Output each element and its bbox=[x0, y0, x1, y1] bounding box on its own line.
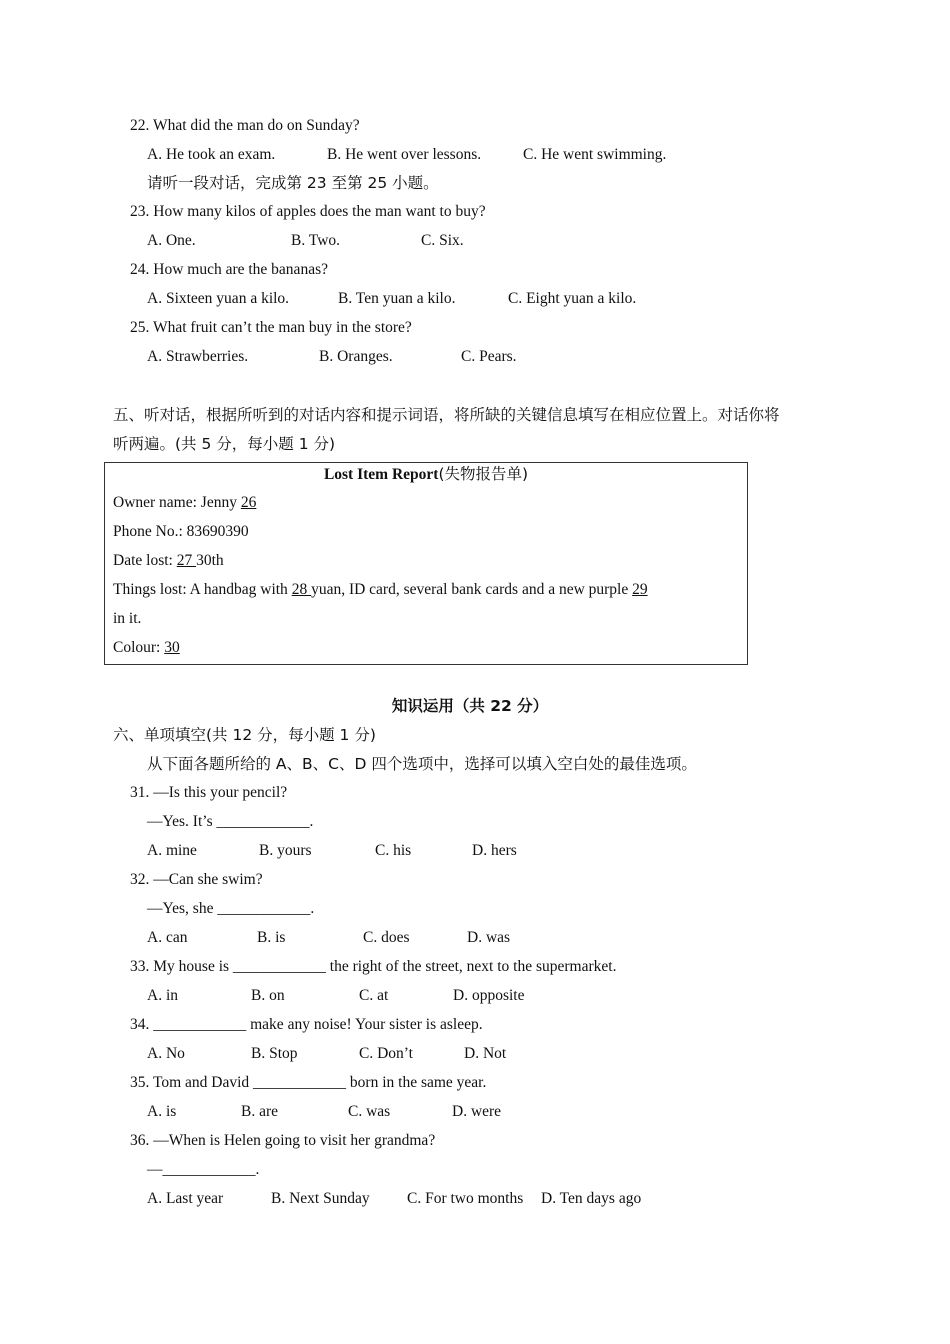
report-colour-row bbox=[113, 638, 180, 658]
q33-option-b: B. on bbox=[251, 987, 285, 1004]
q34-option-c: C. Don’t bbox=[359, 1045, 413, 1062]
q31-option-c: C. his bbox=[375, 842, 412, 859]
question-31-line1: 31. —Is this your pencil? bbox=[130, 784, 288, 801]
q32-option-b: B. is bbox=[257, 929, 286, 946]
q33-option-c: C. at bbox=[359, 987, 389, 1004]
blank-26: 26 bbox=[240, 494, 257, 511]
question-36-line1: 36. —When is Helen going to visit her grandma? bbox=[130, 1132, 436, 1149]
q34-option-b: B. Stop bbox=[251, 1045, 298, 1062]
section6-instruction: 从下面各题所给的 A、B、C、D 四个选项中，选择可以填入空白处的最佳选项。 bbox=[147, 755, 697, 773]
report-title-cn: (失物报告单) bbox=[438, 465, 529, 483]
blank-28: 28 bbox=[291, 581, 312, 598]
owner-label: Owner name: Jenny bbox=[113, 494, 241, 511]
date-label: Date lost: bbox=[113, 552, 177, 569]
q35-option-d: D. were bbox=[452, 1103, 502, 1120]
q24-option-c: C. Eight yuan a kilo. bbox=[508, 290, 637, 307]
report-title bbox=[0, 464, 852, 485]
report-date-row bbox=[113, 551, 224, 571]
q23-option-c: C. Six. bbox=[421, 232, 464, 249]
q33-option-a: A. in bbox=[147, 987, 178, 1004]
date-suffix: 30th bbox=[196, 552, 224, 569]
q31-option-d: D. hers bbox=[472, 842, 517, 859]
q22-option-b: B. He went over lessons. bbox=[327, 146, 482, 163]
question-32-line2: —Yes, she ____________. bbox=[147, 900, 315, 917]
q24-option-b: B. Ten yuan a kilo. bbox=[338, 290, 456, 307]
colour-label: Colour: bbox=[113, 639, 165, 656]
section5-heading-line1: 五、听对话，根据所听到的对话内容和提示词语，将所缺的关键信息填写在相应位置上。对话你将 bbox=[113, 406, 780, 424]
q36-option-d: D. Ten days ago bbox=[541, 1190, 642, 1207]
knowledge-title: 知识运用（共 22 分） bbox=[391, 697, 549, 715]
q31-option-b: B. yours bbox=[259, 842, 312, 859]
blank-29: 29 bbox=[632, 581, 648, 598]
instruction-23-25: 请听一段对话，完成第 23 至第 25 小题。 bbox=[147, 174, 439, 192]
q35-option-b: B. are bbox=[241, 1103, 279, 1120]
question-22-stem: 22. What did the man do on Sunday? bbox=[130, 117, 360, 134]
section5-heading-line2: 听两遍。(共 5 分，每小题 1 分) bbox=[113, 435, 336, 453]
q34-option-a: A. No bbox=[147, 1045, 185, 1062]
question-32-line1: 32. —Can she swim? bbox=[130, 871, 263, 888]
question-31-line2: —Yes. It’s ____________. bbox=[147, 813, 314, 830]
question-25-stem: 25. What fruit can’t the man buy in the store? bbox=[130, 319, 412, 336]
q22-option-a: A. He took an exam. bbox=[147, 146, 276, 163]
question-35-line1: 35. Tom and David ____________ born in the same year. bbox=[130, 1074, 487, 1091]
q33-option-d: D. opposite bbox=[453, 987, 525, 1004]
things-mid: yuan, ID card, several bank cards and a new purple bbox=[311, 581, 633, 598]
report-phone-row: Phone No.: 83690390 bbox=[113, 523, 249, 540]
things-label: Things lost: A handbag with bbox=[113, 581, 292, 598]
q23-option-a: A. One. bbox=[147, 232, 196, 249]
q31-option-a: A. mine bbox=[147, 842, 197, 859]
report-title-en: Lost Item Report bbox=[323, 466, 439, 483]
q36-option-a: A. Last year bbox=[147, 1190, 224, 1207]
section6-heading: 六、单项填空(共 12 分，每小题 1 分) bbox=[113, 726, 376, 744]
q32-option-d: D. was bbox=[467, 929, 511, 946]
q25-option-b: B. Oranges. bbox=[319, 348, 393, 365]
q25-option-a: A. Strawberries. bbox=[147, 348, 249, 365]
q35-option-c: C. was bbox=[348, 1103, 391, 1120]
report-things-end: in it. bbox=[113, 610, 142, 627]
question-24-stem: 24. How much are the bananas? bbox=[130, 261, 328, 278]
question-36-line2: —____________. bbox=[147, 1161, 260, 1178]
question-33-line1: 33. My house is ____________ the right of the street, next to the supermarket. bbox=[130, 958, 617, 975]
question-34-line1: 34. ____________ make any noise! Your sister is asleep. bbox=[130, 1016, 483, 1033]
q23-option-b: B. Two. bbox=[291, 232, 341, 249]
q36-option-c: C. For two months bbox=[407, 1190, 524, 1207]
q32-option-a: A. can bbox=[147, 929, 188, 946]
q25-option-c: C. Pears. bbox=[461, 348, 517, 365]
blank-27: 27 bbox=[176, 552, 197, 569]
report-things-row bbox=[113, 580, 648, 600]
q32-option-c: C. does bbox=[363, 929, 410, 946]
q34-option-d: D. Not bbox=[464, 1045, 507, 1062]
q36-option-b: B. Next Sunday bbox=[271, 1190, 370, 1207]
blank-30: 30 bbox=[164, 639, 180, 656]
question-23-stem: 23. How many kilos of apples does the man want to buy? bbox=[130, 203, 486, 220]
q22-option-c: C. He went swimming. bbox=[523, 146, 667, 163]
q24-option-a: A. Sixteen yuan a kilo. bbox=[147, 290, 290, 307]
q35-option-a: A. is bbox=[147, 1103, 177, 1120]
report-owner-row bbox=[113, 493, 256, 513]
